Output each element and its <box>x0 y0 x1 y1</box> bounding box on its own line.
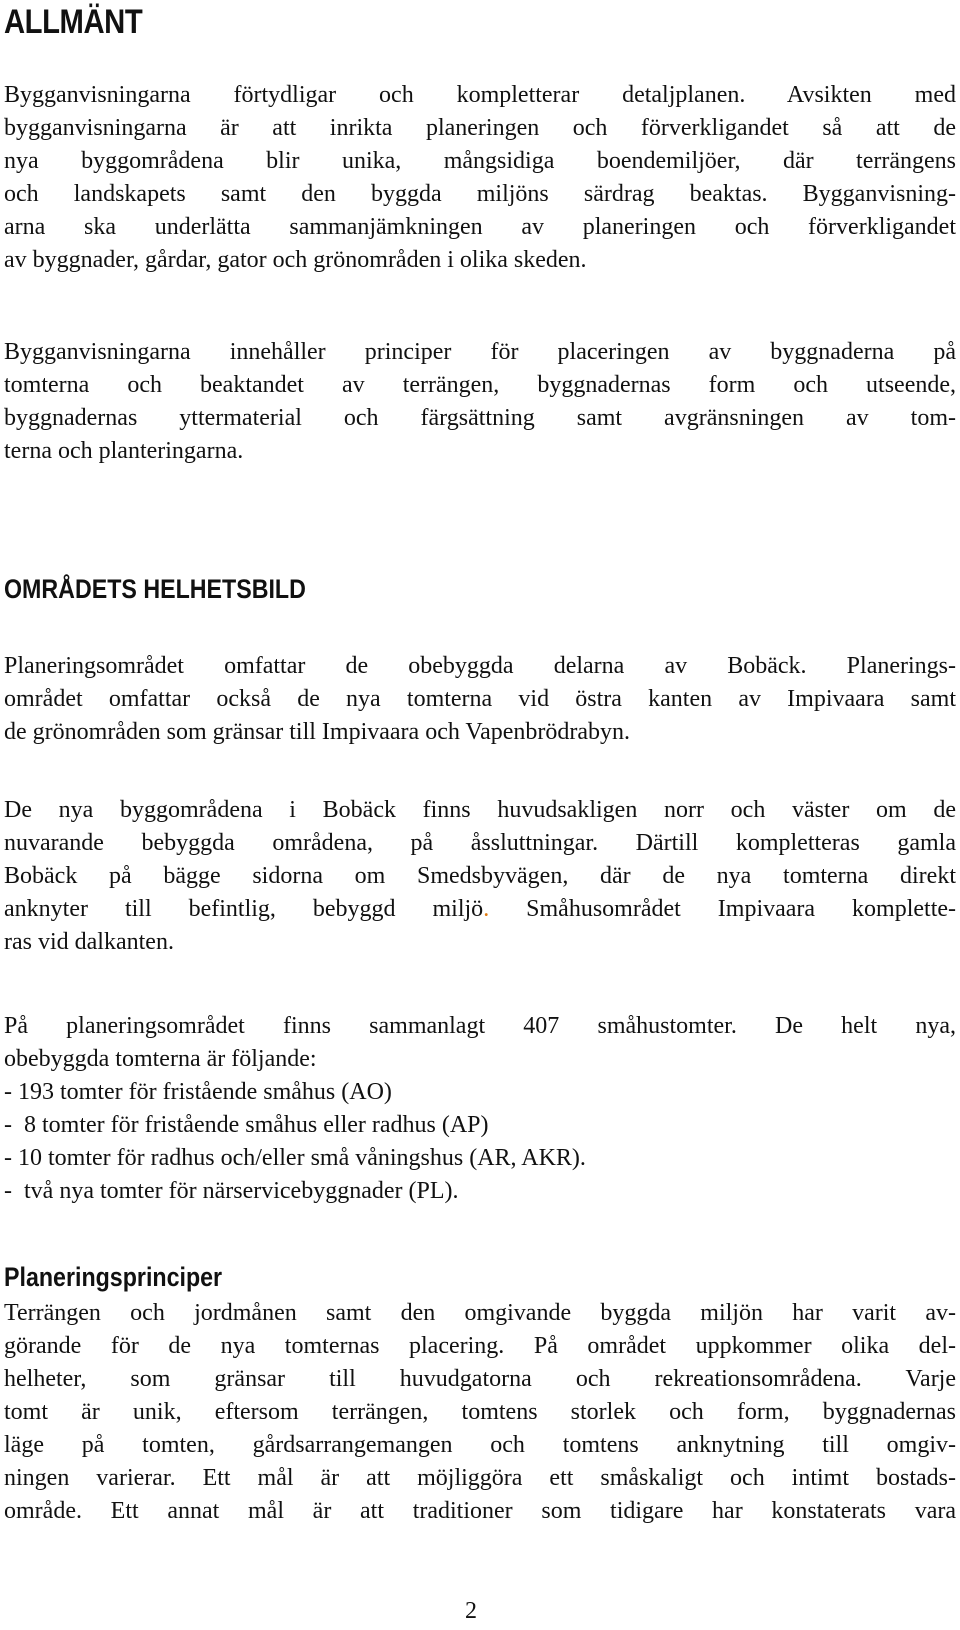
text-fragment: Småhusområdet Impivaara komplette- <box>489 896 957 922</box>
text-line: På planeringsområdet finns sammanlagt 407 småhustomter. De helt nya, <box>4 1013 956 1039</box>
text-line: ningen varierar. Ett mål är att möjliggöra ett småskaligt och intimt bostads- <box>4 1465 956 1491</box>
text-line <box>4 893 956 926</box>
text-line: ras vid dalkanten. <box>4 929 174 955</box>
text-line: tomt är unik, eftersom terrängen, tomtens storlek och form, byggnadernas <box>4 1399 956 1425</box>
paragraph-helhetsbild-1 <box>4 650 956 749</box>
text-line: av byggnader, gårdar, gator och grönområden i olika skeden. <box>4 247 587 273</box>
text-line: de grönområden som gränsar till Impivaara och Vapenbrödrabyn. <box>4 719 631 745</box>
text-fragment: anknyter till befintlig, bebyggd miljö <box>4 896 484 922</box>
text-line: nya byggområdena blir unika, mångsidiga boendemiljöer, där terrängens <box>4 148 956 174</box>
text-line: helheter, som gränsar till huvudgatorna och rekreationsområdena. Varje <box>4 1366 956 1392</box>
list-item: - 193 tomter för fristående småhus (AO) <box>4 1079 392 1105</box>
paragraph-helhetsbild-2 <box>4 794 956 959</box>
text-line: läge på tomten, gårdsarrangemangen och tomtens anknytning till omgiv- <box>4 1432 956 1458</box>
text-line: Bygganvisningarna förtydligar och kompletterar detaljplanen. Avsikten med <box>4 82 956 108</box>
text-line: nuvarande bebyggda områdena, på åssluttningar. Därtill kompletteras gamla <box>4 830 956 856</box>
text-line: Bygganvisningarna innehåller principer för placeringen av byggnaderna på <box>4 339 956 365</box>
paragraph-principer-1 <box>4 1297 956 1528</box>
heading-allmant: ALLMÄNT <box>4 3 143 41</box>
list-item: - 8 tomter för fristående småhus eller radhus (AP) <box>4 1112 489 1138</box>
text-line: och landskapets samt den byggda miljöns särdrag beaktas. Bygganvisning- <box>4 181 956 207</box>
text-line: terna och planteringarna. <box>4 438 244 464</box>
text-line: område. Ett annat mål är att traditioner som tidigare har konstaterats vara <box>4 1498 956 1524</box>
paragraph-allmant-2 <box>4 336 956 468</box>
list-item: - 10 tomter för radhus och/eller små våningshus (AR, AKR). <box>4 1145 586 1171</box>
text-line: obebyggda tomterna är följande: <box>4 1046 317 1072</box>
text-line: arna ska underlätta sammanjämkningen av planeringen och förverkligandet <box>4 214 956 240</box>
text-line: görande för de nya tomternas placering. På området uppkommer olika del- <box>4 1333 956 1359</box>
paragraph-allmant-1 <box>4 79 956 277</box>
highlighted-period: . <box>483 896 490 922</box>
heading-omradets-helhetsbild: OMRÅDETS HELHETSBILD <box>4 574 306 604</box>
text-line: Terrängen och jordmånen samt den omgivande byggda miljön har varit av- <box>4 1300 956 1326</box>
text-line: tomterna och beaktandet av terrängen, byggnadernas form och utseende, <box>4 372 956 398</box>
list-item: - två nya tomter för närservicebyggnader (PL). <box>4 1178 459 1204</box>
paragraph-helhetsbild-3 <box>4 1010 956 1208</box>
page-number: 2 <box>465 1598 477 1624</box>
text-line: området omfattar också de nya tomterna vid östra kanten av Impivaara samt <box>4 686 956 712</box>
heading-planeringsprinciper: Planeringsprinciper <box>4 1262 223 1292</box>
text-line: De nya byggområdena i Bobäck finns huvudsakligen norr och väster om de <box>4 797 956 823</box>
text-line: Bobäck på bägge sidorna om Smedsbyvägen, där de nya tomterna direkt <box>4 863 956 889</box>
text-line: Planeringsområdet omfattar de obebyggda delarna av Bobäck. Planerings- <box>4 653 956 679</box>
text-line: byggnadernas yttermaterial och färgsättning samt avgränsningen av tom- <box>4 405 956 431</box>
text-line: bygganvisningarna är att inrikta planeringen och förverkligandet så att de <box>4 115 956 141</box>
